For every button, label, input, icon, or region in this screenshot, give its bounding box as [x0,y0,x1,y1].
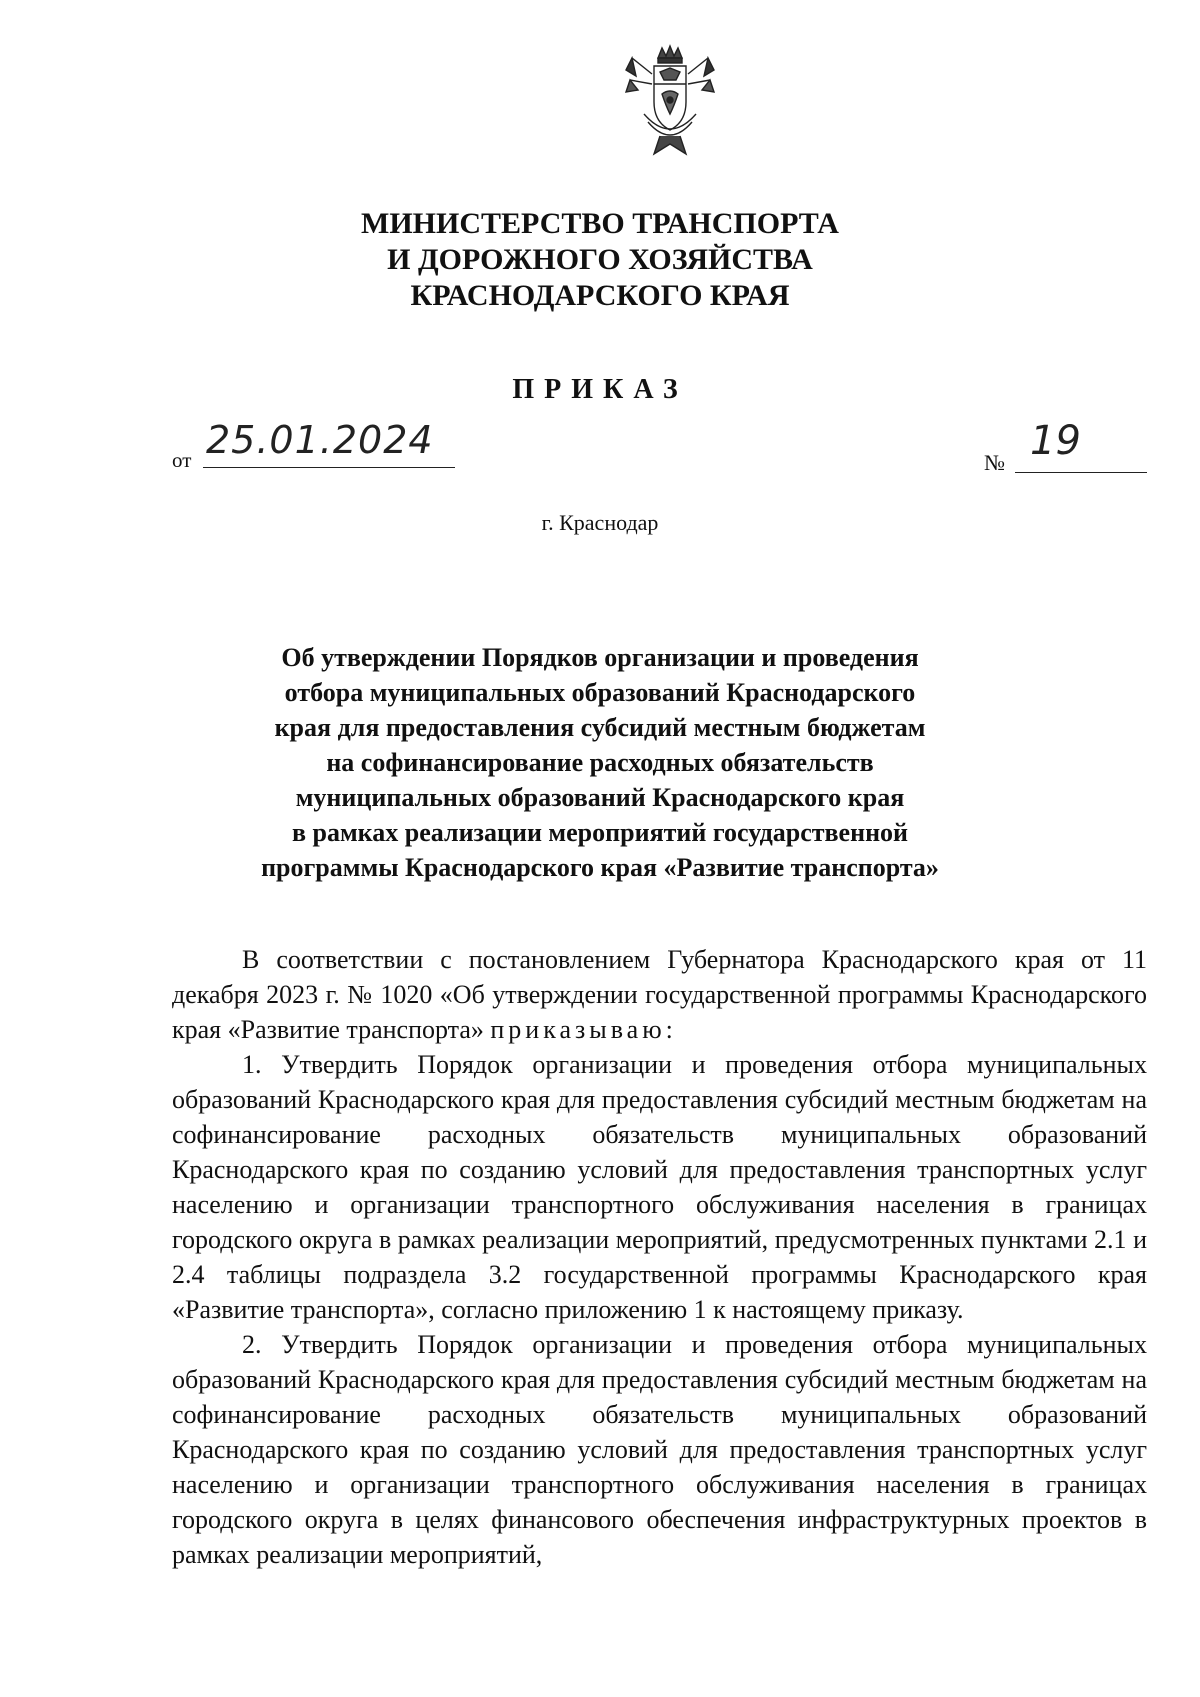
item-1-paragraph: 1. Утвердить Порядок организации и проведения отбора муниципальных образований Краснодарского края для предоставления субсидий местным бюджетам на софинансирование расходных обязательств муниципальных образований Краснодарского края по созданию условий для предоставления транспортных услуг населению и организации транспортного обслуживания населения в границах городского округа в рамках реализации мероприятий, предусмотренных пунктами 2.1 и 2.4 таблицы подраздела 3.2 государственной программы Краснодарского края «Развитие транспорта», согласно приложению 1 к настоящему приказу. [172,1050,1147,1324]
number-underline [1015,472,1147,473]
subject-line: программы Краснодарского края «Развитие транспорта» [261,853,939,882]
intro-text: В соответствии с постановлением Губернатора Краснодарского края от 11 декабря 2023 г. № 1020 «Об утверждении государственной программы Краснодарского края «Развитие транспорта» [172,945,1147,1044]
date-label: от [172,448,192,472]
date-underline [203,467,455,468]
item-2-paragraph: 2. Утвердить Порядок организации и проведения отбора муниципальных образований Краснодарского края для предоставления субсидий местным бюджетам на софинансирование расходных обязательств муниципальных образований Краснодарского края по созданию условий для предоставления транспортных услуг населению и организации транспортного обслуживания населения в границах городского округа в целях финансового обеспечения инфраструктурных проектов в рамках реализации мероприятий, [172,1330,1147,1569]
city: г. Краснодар [541,510,659,535]
handwritten-number: 19 [1030,418,1081,464]
ministry-line-3: КРАСНОДАРСКОГО КРАЯ [410,279,790,312]
ministry-line-2: И ДОРОЖНОГО ХОЗЯЙСТВА [387,243,813,276]
subject-line: на софинансирование расходных обязательств [326,748,874,777]
subject-line: в рамках реализации мероприятий государственной [291,818,909,847]
number-label: № [984,450,1005,475]
order-title: ПРИКАЗ [512,374,688,405]
order-subject [0,640,1200,885]
ministry-line-1: МИНИСТЕРСТВО ТРАНСПОРТА [361,207,839,240]
subject-line: Об утверждении Порядков организации и проведения [281,643,919,672]
intro-paragraph [172,942,1147,1047]
subject-line: отбора муниципальных образований Краснодарского [284,678,916,707]
coat-of-arms-icon [624,44,716,160]
subject-line: муниципальных образований Краснодарского края [295,783,905,812]
subject-line: края для предоставления субсидий местным бюджетам [274,713,926,742]
order-verb: приказываю: [490,1015,677,1044]
ministry-name [0,206,1200,314]
handwritten-date: 25.01.2024 [206,418,434,462]
order-body [172,942,1147,1572]
